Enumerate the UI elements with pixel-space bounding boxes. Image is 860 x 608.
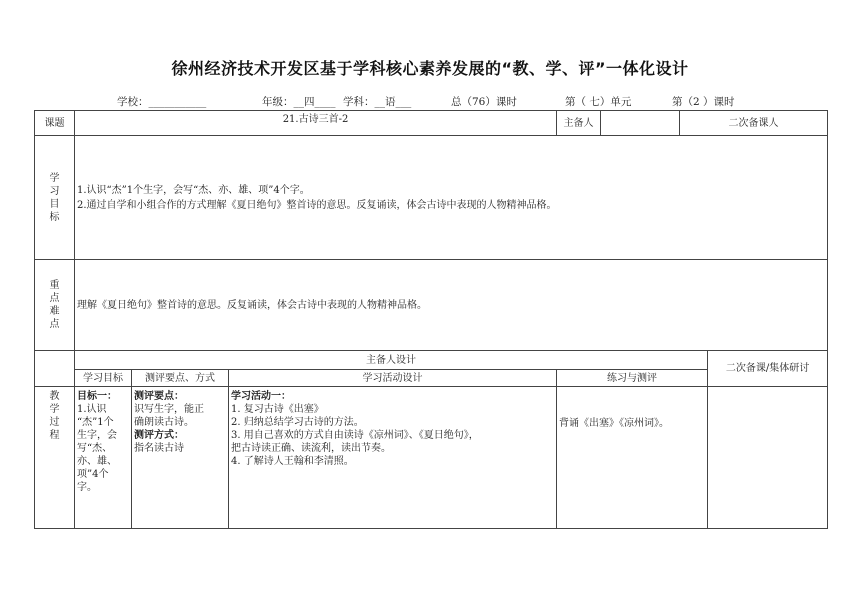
process-eval — [132, 387, 229, 529]
goals-label — [35, 136, 75, 260]
goal-line: 2.通过自学和小组合作的方式理解《夏日绝句》整首诗的意思。反复诵读，体会古诗中表现的人物精神品格。 — [77, 199, 557, 211]
second-prep-label: 二次备课人 — [680, 111, 828, 136]
col-eval-header: 测评要点、方式 — [132, 370, 229, 387]
goals-label-char: 学 — [49, 172, 60, 184]
process-label-char: 过 — [49, 417, 60, 428]
goal-line: 字。 — [77, 482, 97, 493]
main-prep-label: 主备人 — [557, 111, 601, 136]
subject-field — [343, 94, 411, 109]
activity-line: 把古诗读正确、读流利，读出节奏。 — [231, 443, 391, 454]
eval-line: 指名读古诗 — [134, 443, 184, 454]
goals-row — [35, 136, 828, 260]
process-practice — [557, 387, 708, 529]
topic-value: 21.古诗三首-2 — [75, 111, 557, 136]
second-design-header: 二次备课/集体研讨 — [708, 351, 828, 387]
activity-line: 1. 复习古诗《出塞》 — [231, 404, 324, 415]
grade-value: __四____ — [293, 96, 336, 108]
col-practice-header: 练习与测评 — [557, 370, 708, 387]
goals-label-char: 目 — [49, 198, 60, 210]
activity-line: 2. 归纳总结学习古诗的方法。 — [231, 417, 364, 428]
process-second — [708, 387, 828, 529]
keypoints-label-char: 点 — [49, 293, 60, 304]
eval-line: 确朗读古诗。 — [134, 417, 194, 428]
process-activity — [229, 387, 557, 529]
keypoints-label-char: 重 — [49, 280, 60, 291]
activity-line: 4. 了解诗人王翰和李清照。 — [231, 456, 354, 467]
keypoints-row — [35, 260, 828, 351]
col-activity-header: 学习活动设计 — [229, 370, 557, 387]
goal-line: 项”4个 — [77, 469, 109, 480]
grade-label: 年级： — [262, 96, 294, 108]
design-header-row — [35, 351, 828, 370]
eval-title: 测评要点： — [134, 391, 184, 402]
process-label-char: 程 — [49, 430, 60, 441]
page-title: 徐州经济技术开发区基于学科核心素养发展的“教、学、评”一体化设计 — [171, 59, 689, 78]
process-row — [35, 387, 828, 529]
activity-title: 学习活动一： — [231, 391, 291, 402]
process-label — [35, 387, 75, 529]
goals-content — [75, 136, 828, 260]
goal-line: 1.认识 — [77, 404, 107, 415]
practice-text: 背诵《出塞》《凉州词》。 — [559, 418, 670, 429]
lesson-number: 第（2 ）课时 — [672, 96, 735, 108]
process-goal — [75, 387, 132, 529]
keypoints-label-char: 点 — [49, 319, 60, 330]
goals-label-char: 标 — [49, 211, 60, 223]
blank-cell — [35, 351, 75, 387]
school-field — [117, 94, 206, 109]
eval-line: 识写生字，能正 — [134, 404, 204, 415]
goal-line: 亦、雄、 — [77, 456, 117, 467]
keypoints-label — [35, 260, 75, 351]
keypoints-content: 理解《夏日绝句》整首诗的意思。反复诵读，体会古诗中表现的人物精神品格。 — [75, 260, 828, 351]
design-table — [34, 110, 828, 529]
goal-title: 目标一： — [77, 391, 117, 402]
main-prep-value — [601, 111, 680, 136]
school-blank: ___________ — [148, 96, 207, 108]
keypoints-label-char: 难 — [49, 306, 60, 317]
goal-line: 生字，会 — [77, 430, 117, 441]
subject-label: 学科： — [343, 96, 375, 108]
goal-line: 1.认识“杰”1个生字，会写“杰、亦、雄、项”4个字。 — [77, 184, 310, 196]
process-label-char: 学 — [49, 404, 60, 415]
school-label: 学校： — [117, 96, 149, 108]
goals-label-char: 习 — [49, 185, 60, 197]
eval-method-title: 测评方式： — [134, 430, 184, 441]
topic-label: 课题 — [35, 111, 75, 136]
goal-line: “杰”1个 — [77, 417, 114, 428]
col-goal-header: 学习目标 — [75, 370, 132, 387]
activity-line: 3. 用自己喜欢的方式自由读诗《凉州词》、《夏日绝句》， — [231, 430, 479, 441]
total-hours: 总（76）课时 — [451, 96, 517, 108]
topic-row — [35, 111, 828, 136]
main-design-header: 主备人设计 — [75, 351, 708, 370]
grade-field — [262, 94, 336, 109]
subject-value: __语___ — [374, 96, 412, 108]
goal-line: 写“杰、 — [77, 443, 113, 454]
process-label-char: 教 — [49, 391, 60, 402]
unit-number: 第（ 七）单元 — [565, 96, 632, 108]
